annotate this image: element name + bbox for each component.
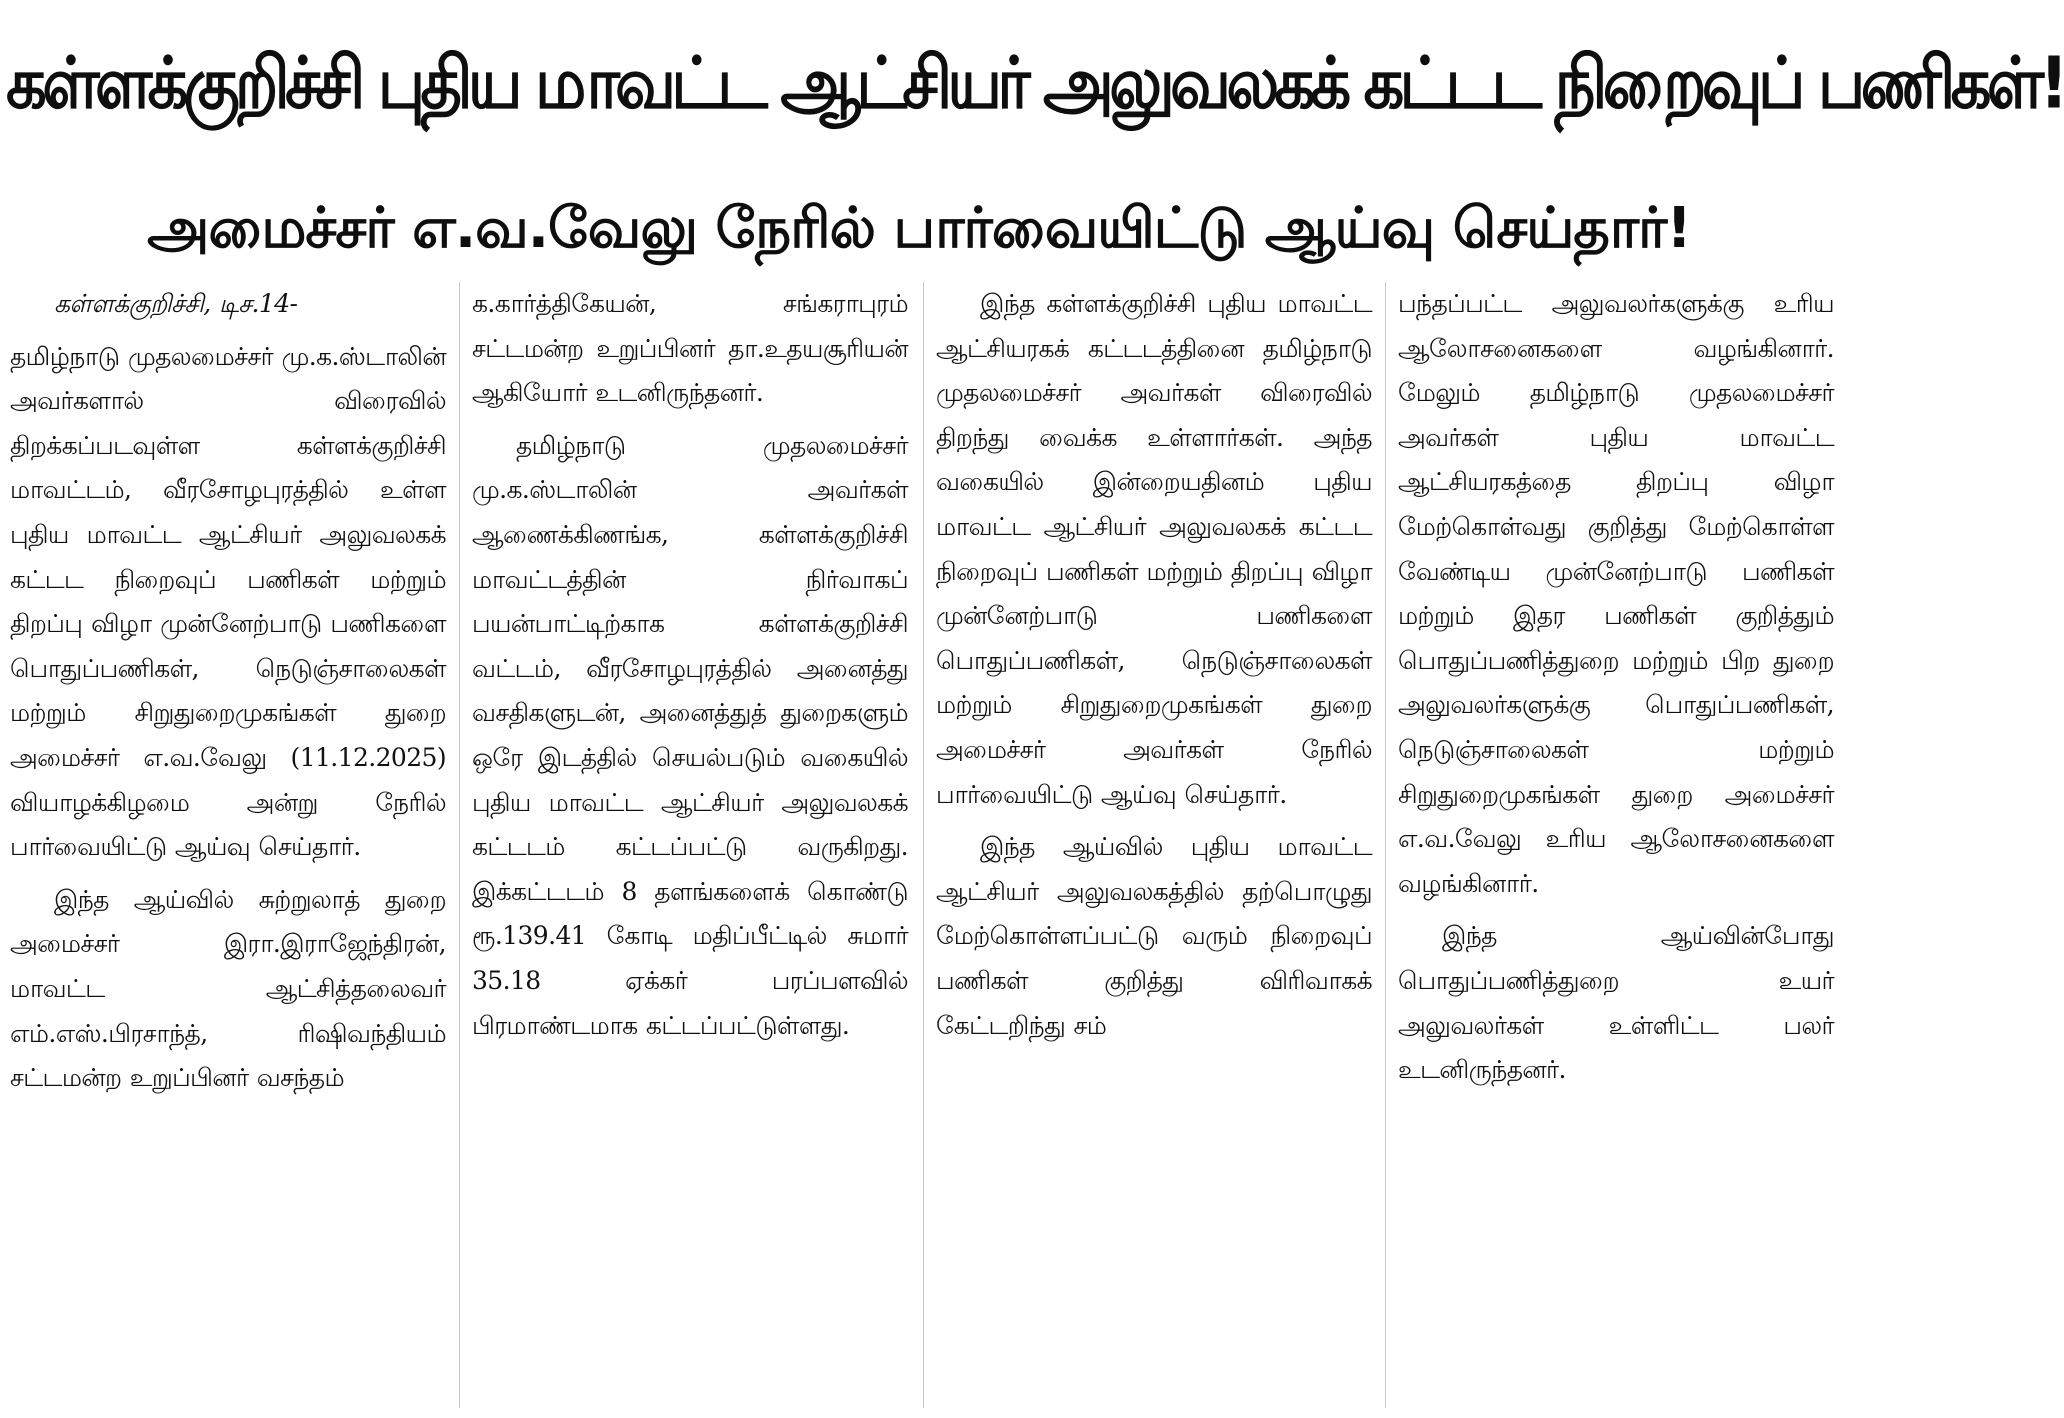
article-body [0,282,1838,1412]
headline: கள்ளக்குறிச்சி புதிய மாவட்ட ஆட்சியர் அலுவலகக் கட்டட நிறைவுப் பணிகள்! [6,42,2064,126]
article-paragraph: க.கார்த்திகேயன், சங்கராபுரம் சட்டமன்ற உறுப்பினர் தா.உதயசூரியன் ஆகியோர் உடனிருந்தனர். [472,289,908,408]
article-paragraph: இந்த கள்ளக்குறிச்சி புதிய மாவட்ட ஆட்சியரகக் கட்டடத்தினை தமிழ்நாடு முதலமைச்சர் அவர்கள் விரைவில் திறந்து வைக்க உள்ளார்கள். அந்த வகையில் இன்றையதினம் புதிய மாவட்ட ஆட்சியர் அலுவலகக் கட்டட நிறைவுப் பணிகள் மற்றும் திறப்பு விழா முன்னேற்பாடு பணிகளை பொதுப்பணிகள், நெடுஞ்சாலைகள் மற்றும் சிறுதுறைமுகங்கள் துறை அமைச்சர் அவர்கள் நேரில் பார்வையிட்டு ஆய்வு செய்தார். [936,289,1372,809]
article-paragraph: பந்தப்பட்ட அலுவலர்களுக்கு உரிய ஆலோசனைகளை வழங்கினார். மேலும் தமிழ்நாடு முதலமைச்சர் அவர்கள் புதிய மாவட்ட ஆட்சியரகத்தை திறப்பு விழா மேற்கொள்வது குறித்து மேற்கொள்ள வேண்டிய முன்னேற்பாடு பணிகள் மற்றும் இதர பணிகள் குறித்தும் பொதுப்பணித்துறை மற்றும் பிற துறை அலுவலர்களுக்கு பொதுப்பணிகள், நெடுஞ்சாலைகள் மற்றும் சிறுதுறைமுகங்கள் துறை அமைச்சர் எ.வ.வேலு உரிய ஆலோசனைகளை வழங்கினார். [1398,289,1834,898]
article-paragraph: இந்த ஆய்வின்போது பொதுப்பணித்துறை உயர் அலுவலர்கள் உள்ளிட்ட பலர் உடனிருந்தனர். [1398,921,1834,1085]
dateline: கள்ளக்குறிச்சி, டிச.14- [54,289,298,318]
article-column-2 [472,282,908,1412]
article-paragraph: இந்த ஆய்வில் புதிய மாவட்ட ஆட்சியர் அலுவலகத்தில் தற்பொழுது மேற்கொள்ளப்பட்டு வரும் நிறைவுப் பணிகள் குறித்து விரிவாகக் கேட்டறிந்து சம் [936,832,1372,1040]
article-column-4 [1398,282,1834,1412]
article-paragraph: இந்த ஆய்வில் சுற்றுலாத் துறை அமைச்சர் இரா.இராஜேந்திரன், மாவட்ட ஆட்சித்தலைவர் எம்.எஸ்.பிரசாந்த், ரிஷிவந்தியம் சட்டமன்ற உறுப்பினர் வசந்தம் [10,884,446,1093]
article-column-1 [10,282,446,1412]
article-paragraph: தமிழ்நாடு முதலமைச்சர் மு.க.ஸ்டாலின் அவர்களால் விரைவில் திறக்கப்படவுள்ள கள்ளக்குறிச்சி மாவட்டம், வீரசோழபுரத்தில் உள்ள புதிய மாவட்ட ஆட்சியர் அலுவலகக் கட்டட நிறைவுப் பணிகள் மற்றும் திறப்பு விழா முன்னேற்பாடு பணிகளை பொதுப்பணிகள், நெடுஞ்சாலைகள் மற்றும் சிறுதுறைமுகங்கள் துறை அமைச்சர் எ.வ.வேலு (11.12.2025) வியாழக்கிழமை அன்று நேரில் பார்வையிட்டு ஆய்வு செய்தார். [10,341,446,862]
article-column-3 [936,282,1372,1412]
subheadline: அமைச்சர் எ.வ.வேலு நேரில் பார்வையிட்டு ஆய்வு செய்தார்! [147,196,1691,261]
article-paragraph: தமிழ்நாடு முதலமைச்சர் மு.க.ஸ்டாலின் அவர்கள் ஆணைக்கிணங்க, கள்ளக்குறிச்சி மாவட்டத்தின் நிர்வாகப் பயன்பாட்டிற்காக கள்ளக்குறிச்சி வட்டம், வீரசோழபுரத்தில் அனைத்து வசதிகளுடன், அனைத்துத் துறைகளும் ஒரே இடத்தில் செயல்படும் வகையில் புதிய மாவட்ட ஆட்சியர் அலுவலகக் கட்டடம் கட்டப்பட்டு வருகிறது. இக்கட்டடம் 8 தளங்களைக் கொண்டு ரூ.139.41 கோடி மதிப்பீட்டில் சுமார் 35.18 ஏக்கர் பரப்பளவில் பிரமாண்டமாக கட்டப்பட்டுள்ளது. [472,430,908,1040]
